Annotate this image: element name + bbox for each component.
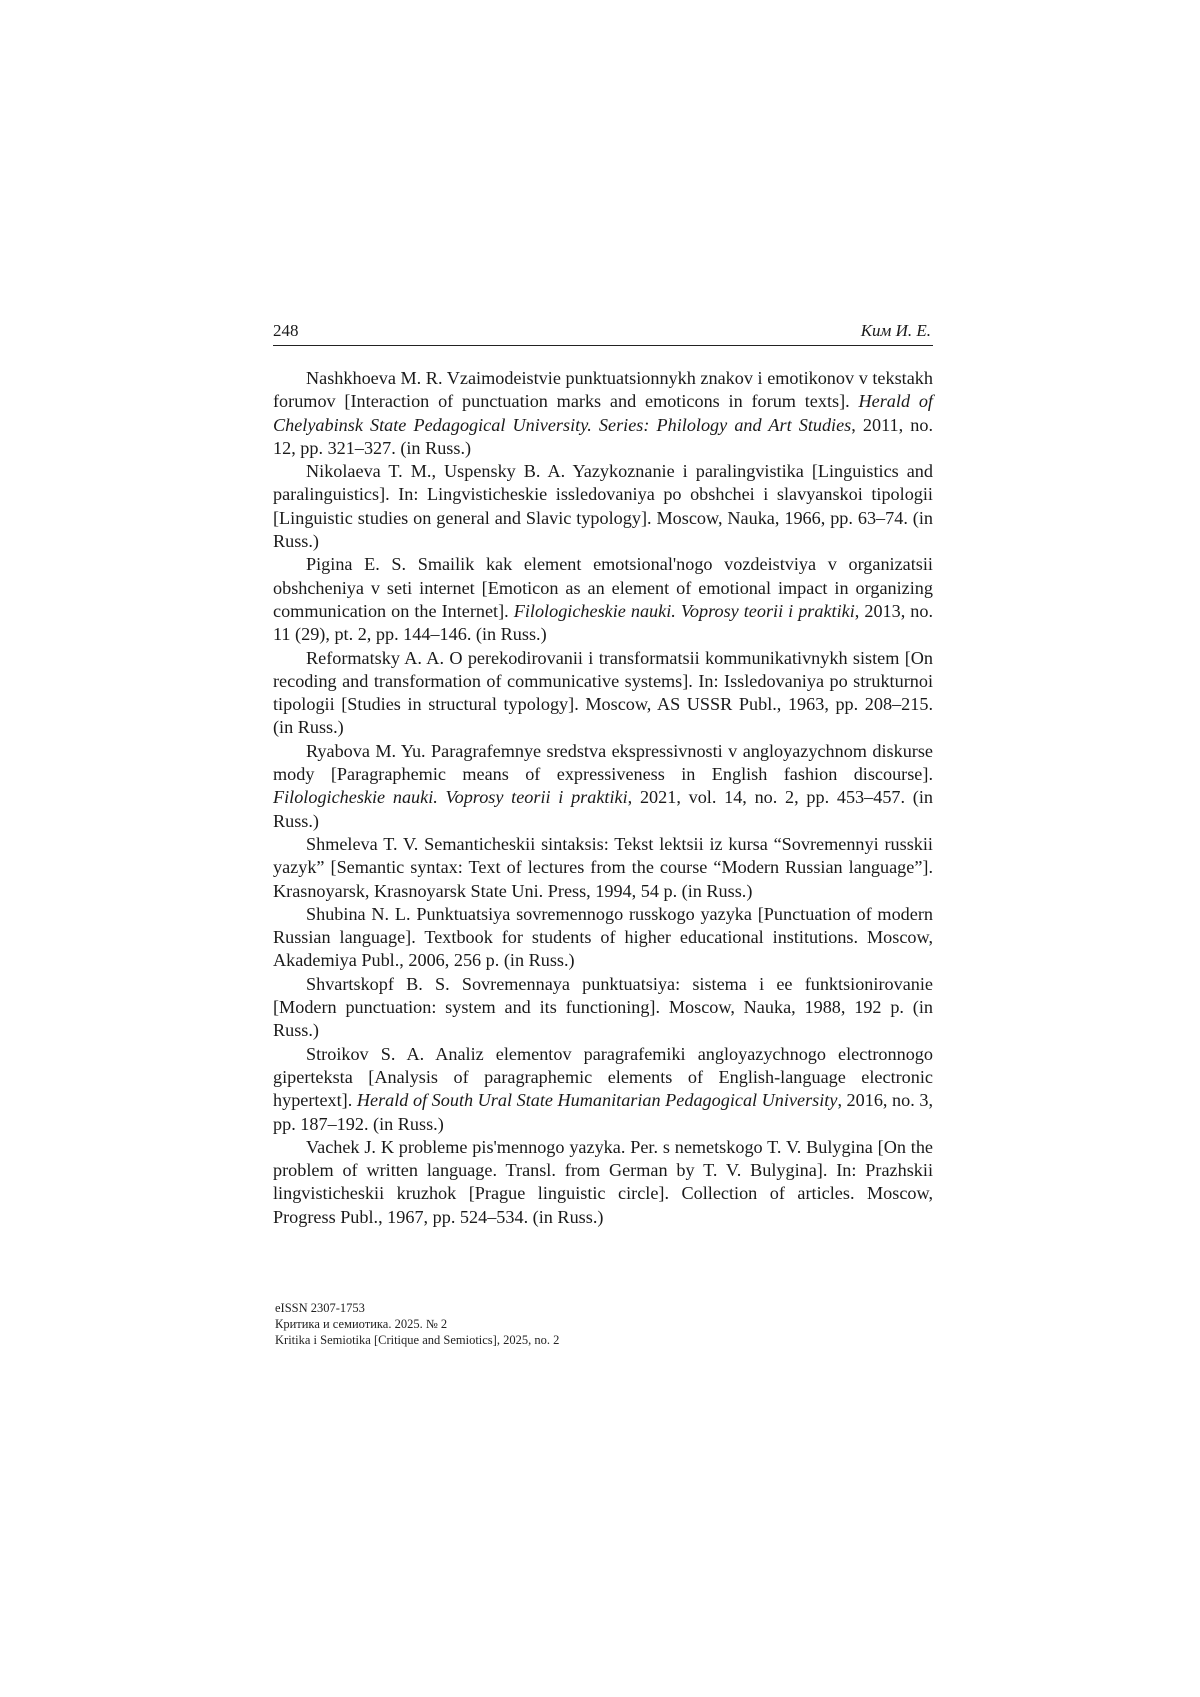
- page-number: 248: [273, 321, 299, 341]
- reference-entry: [273, 833, 933, 903]
- reference-entry: [273, 973, 933, 1043]
- page-footer: [275, 1300, 559, 1348]
- reference-entry: [273, 740, 933, 833]
- footer-journal-ru: Критика и семиотика. 2025. № 2: [275, 1316, 559, 1332]
- running-head-author: Ким И. Е.: [861, 321, 931, 341]
- reference-text: Stroikov S. A. Analiz elementov paragrafemiki angloyazychnogo electron­nogo giperteksta [Analysis of paragraphemic elements of English-language electronic hypertext].: [273, 1044, 933, 1111]
- reference-text: Reformatsky A. A. O perekodirovanii i transformatsii kommunikativnykh sistem [On recoding and transformation of communicative systems]. In: Issle­dovaniya po strukturnoi tipologii [Studies in structural typology]. Moscow, AS USSR Publ., 1963, pp. 208–215. (in Russ.): [273, 648, 933, 738]
- reference-text: Ryabova M. Yu. Paragrafemnye sredstva ekspressivnosti v angloyazychnom diskurse mody [Paragraphemic means of expressiveness in English fashion dis­course].: [273, 741, 933, 784]
- reference-entry: [273, 903, 933, 973]
- reference-text: Nikolaeva T. M., Uspensky B. A. Yazykoznanie i paralingvistika [Linguis­tics and paralinguistics]. In: Lingvisticheskie issledovaniya po obshchei i slavyanskoi tipologii [Linguistic studies on general and Slavic typology]. Mos­cow, Nauka, 1966, pp. 63–74. (in Russ.): [273, 461, 933, 551]
- page-header: [273, 319, 933, 346]
- reference-text: Pigina E. S. Smailik kak element emotsional'nogo vozdeistviya v organiza­tsii obshcheniya v seti internet [Emoticon as an element of emotional impact in organizing communication on the Internet].: [273, 554, 933, 621]
- reference-source-title: Herald of South Ural State Humanitarian Pedagogical University: [357, 1090, 838, 1110]
- footer-issn: eISSN 2307-1753: [275, 1300, 559, 1316]
- reference-text: Nashkhoeva M. R. Vzaimodeistvie punktuatsionnykh znakov i emotikonov v tekstakh forumov [Interaction of punctuation marks and emoticons in forum texts].: [273, 368, 933, 411]
- footer-journal-en: Kritika i Semiotika [Critique and Semiotics], 2025, no. 2: [275, 1332, 559, 1348]
- reference-entry: [273, 553, 933, 646]
- reference-source-title: Filologicheskie nauki. Voprosy teorii i praktiki: [273, 787, 628, 807]
- reference-details: , 2016, no. 3, pp. 187–192. (in Russ.): [273, 1090, 933, 1133]
- reference-details: , 2021, vol. 14, no. 2, pp. 453–457. (in Russ.): [273, 787, 933, 830]
- reference-entry: [273, 460, 933, 553]
- reference-list: [273, 367, 933, 1229]
- reference-entry: [273, 367, 933, 460]
- reference-details: , 2011, no. 12, pp. 321–327. (in Russ.): [273, 415, 933, 458]
- reference-text: Vachek J. K probleme pis'mennogo yazyka. Per. s nemetskogo T. V. Buly­gina [On the problem of written language. Transl. from German by T. V. Bu­lygina]. In: Prazhskii lingvisticheskii kruzhok [Prague linguistic circle]. Collec­tion of articles. Moscow, Progress Publ., 1967, pp. 524–534. (in Russ.): [273, 1137, 933, 1227]
- reference-details: , 2013, no. 11 (29), pt. 2, pp. 144–146. (in Russ.): [273, 601, 933, 644]
- reference-source-title: Herald of Chelyabinsk State Pedagogical University. Series: Philology and Art Studies: [273, 391, 933, 434]
- reference-entry: [273, 1136, 933, 1229]
- reference-text: Shubina N. L. Punktuatsiya sovremennogo russkogo yazyka [Punctuation of modern Russian language]. Textbook for students of higher educational institu­tions. Moscow, Akademiya Publ., 2006, 256 p. (in Russ.): [273, 904, 933, 971]
- reference-entry: [273, 1043, 933, 1136]
- reference-text: Shvartskopf B. S. Sovremennaya punktuatsiya: sistema i ee funktsionirova­nie [Modern punctuation: system and its functioning]. Moscow, Nauka, 1988, 192 p. (in Russ.): [273, 974, 933, 1041]
- reference-text: Shmeleva T. V. Semanticheskii sintaksis: Tekst lektsii iz kursa “Sovremen­nyi russkii yazyk” [Semantic syntax: Text of lectures from the course “Modern Russian language”]. Krasnoyarsk, Krasnoyarsk State Uni. Press, 1994, 54 p. (in Russ.): [273, 834, 933, 901]
- reference-source-title: Filologicheskie nauki. Voprosy teorii i praktiki: [514, 601, 855, 621]
- reference-entry: [273, 647, 933, 740]
